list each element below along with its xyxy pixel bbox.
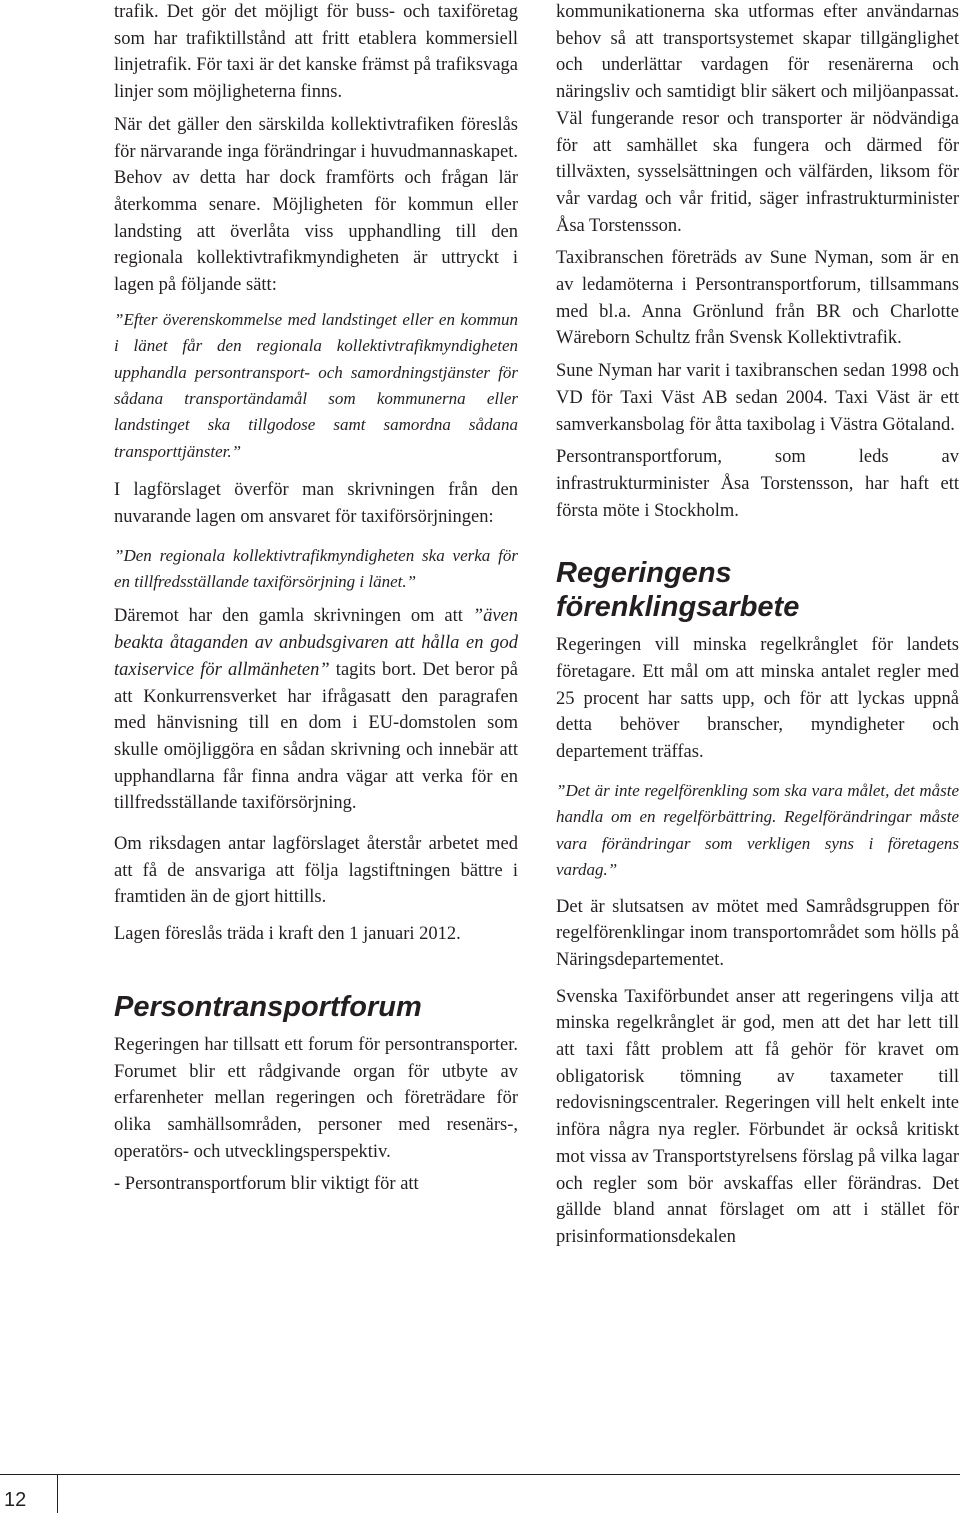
section-heading: Persontransportforum — [114, 990, 422, 1023]
paragraph — [114, 603, 518, 817]
paragraph: Sune Nyman har varit i taxibranschen sedan 1998 och VD för Taxi Väst AB sedan 2004. Taxi Väst är ett samverkansbolag för åtta taxibolag i Västra Götaland. — [556, 361, 959, 435]
section-heading: Regeringens förenklingsarbete — [556, 557, 800, 624]
paragraph: trafik. Det gör det möjligt för buss- och taxiföretag som har trafiktillstånd att fritt etablera kommersiell linjetrafik. För taxi är det kanske främst på trafiksvaga linjer som möjligheterna finns. — [114, 2, 518, 103]
page-number: 12 — [4, 1489, 27, 1511]
footer-divider — [57, 1474, 58, 1513]
quote: ”Det är inte regelförenkling som ska vara målet, det måste handla om en regelförbättring. Regelförändringar måste vara förändringar som verkligen syns i företagens vardag.” — [556, 780, 959, 880]
paragraph-text: tagits bort. Det beror på att Konkurrensverket har ifrågasatt den paragrafen med hänvisning till en dom i EU-domstolen som skulle omöjliggöra en sådan skrivning och innebär att upphandlarna får finna andra vägar att verka för en tillfredsställande taxiförsörjning. — [114, 659, 518, 814]
paragraph: kommunikationerna ska utformas efter användarnas behov så att transportsystemet skapar tillgänglighet och underlättar vardagen för resenärerna och näringsliv och samtidigt blir säkert och miljöanpassat. Väl fungerande resor och transporter är nödvändiga för att samhället ska fungera och därmed för tillväxten, sysselsättningen och välfärden, liksom för vår vardag och vår fritid, säger infrastrukturminister Åsa Torstensson. — [556, 2, 959, 236]
paragraph: I lagförslaget överför man skrivningen från den nuvarande lagen om ansvaret för taxiförsörjningen: — [114, 480, 518, 527]
paragraph: Svenska Taxiförbundet anser att regeringens vilja att minska regelkrånglet är god, men att det har lett till att taxi fått problem att få gehör för kravet om obligatorisk tömning av taxameter till redovisningscentraler. Regeringen vill helt enkelt inte införa några nya regler. Förbundet är också kritiskt mot vissa av Transportstyrelsens förslag på vilka lagar och regler som bör avskaffas eller förändras. Det gällde bland annat förslaget om att i stället för prisinformationsdekalen — [556, 986, 959, 1247]
paragraph: Det är slutsatsen av mötet med Samrådsgruppen för regelförenklingar inom transportområdet som hölls på Näringsdepartementet. — [556, 896, 959, 970]
paragraph-text: Däremot har den gamla skrivningen om att — [114, 606, 473, 627]
paragraph: När det gäller den särskilda kollektivtrafiken föreslås för närvarande inga förändringar i huvudmannaskapet. Behov av detta har dock framförts och frågan lär återkomma senare. Möjligheten för kommun eller landsting att överlåta viss upphandling till den regionala kollektivtrafikmyndigheten är uttryckt i lagen på följande sätt: — [114, 114, 518, 296]
right-column — [556, 0, 959, 1251]
quote: ”Den regionala kollektivtrafikmyndigheten ska verka för en tillfredsställande taxiförsörjning i länet.” — [114, 545, 518, 591]
paragraph: Regeringen har tillsatt ett forum för persontransporter. Forumet blir ett rådgivande organ för utbyte av erfarenheter mellan regeringen och företrädare för olika samhällsområden, personer med resenärs-, operatörs- och utvecklingsperspektiv. — [114, 1034, 518, 1162]
paragraph: Persontransportforum, som leds av infrastrukturminister Åsa Torstensson, har haft ett första möte i Stockholm. — [556, 447, 959, 521]
paragraph: Om riksdagen antar lagförslaget återstår arbetet med att få de ansvariga att följa lagstiftningen bättre i framtiden än de gjort hittills. — [114, 834, 518, 908]
paragraph: Lagen föreslås träda i kraft den 1 januari 2012. — [114, 924, 461, 945]
footer-rule — [0, 1474, 960, 1475]
inline-quote: ”även beakta åtaganden av anbudsgivaren att hålla en god taxiservice för allmänheten” — [114, 606, 518, 680]
paragraph: Regeringen vill minska regelkrånglet för landets företagare. Ett mål om att minska antalet regler med 25 procent har satts upp, och för att lyckas uppnå detta behöver branscher, myndigheter och departement träffas. — [556, 635, 959, 763]
paragraph: - Persontransportforum blir viktigt för att — [114, 1174, 419, 1195]
paragraph: Taxibranschen företräds av Sune Nyman, som är en av ledamöterna i Persontransportforum, tillsammans med bl.a. Anna Grönlund från BR och Charlotte Wäreborn Schultz från Svensk Kollektivtrafik. — [556, 248, 959, 349]
quote: ”Efter överenskommelse med landstinget eller en kommun i länet får den regionala kollektivtrafikmyndigheten upphandla persontransport- och samordningstjänster för sådana transportändamål som kommunerna eller landstinget ska tillgodose samt samordna sådana transporttjänster.” — [114, 309, 518, 461]
left-column — [114, 0, 518, 1198]
